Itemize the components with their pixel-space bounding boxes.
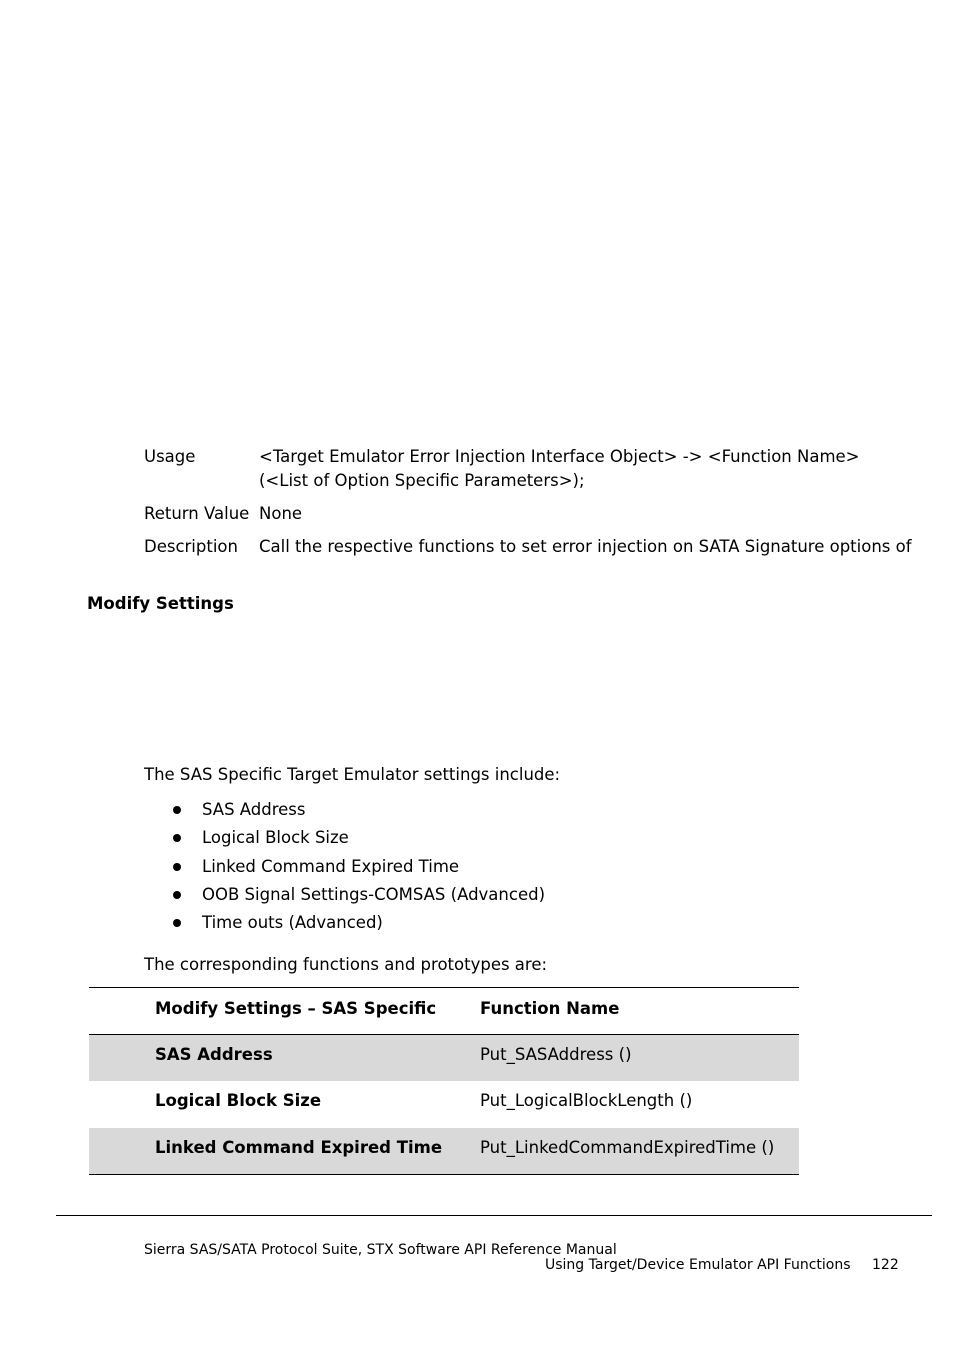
usage-line-2: (<List of Option Specific Parameters>); bbox=[259, 471, 585, 490]
usage-label: Usage bbox=[144, 447, 196, 466]
list-item-text: OOB Signal Settings-COMSAS (Advanced) bbox=[202, 884, 546, 904]
header-settings: Modify Settings – SAS Specific bbox=[155, 999, 437, 1018]
bullet-icon bbox=[173, 891, 181, 899]
row-setting: SAS Address bbox=[155, 1045, 273, 1064]
row-setting: Logical Block Size bbox=[155, 1091, 322, 1110]
footer-chapter: Using Target/Device Emulator API Functions bbox=[545, 1257, 851, 1273]
list-item bbox=[172, 798, 545, 826]
list-item-text: Logical Block Size bbox=[202, 828, 349, 848]
table-header-row bbox=[89, 988, 799, 1035]
list-item-text: Time outs (Advanced) bbox=[202, 913, 383, 933]
list-item bbox=[172, 911, 545, 939]
table-row bbox=[89, 1081, 799, 1128]
usage-line-1: <Target Emulator Error Injection Interface Object> -> <Function Name> bbox=[259, 447, 860, 466]
footer-rule bbox=[56, 1215, 932, 1216]
list-item bbox=[172, 826, 545, 854]
bullet-icon bbox=[173, 806, 181, 814]
intro-paragraph: The SAS Specific Target Emulator settings include: bbox=[144, 765, 561, 784]
footer-manual-title: Sierra SAS/SATA Protocol Suite, STX Software API Reference Manual bbox=[144, 1242, 617, 1258]
list-item-text: Linked Command Expired Time bbox=[202, 856, 460, 876]
return-value-label: Return Value bbox=[144, 504, 250, 523]
description-label: Description bbox=[144, 537, 238, 556]
bullet-icon bbox=[173, 834, 181, 842]
list-item bbox=[172, 855, 545, 883]
table-row bbox=[89, 1128, 799, 1174]
return-value: None bbox=[259, 504, 303, 523]
table-row bbox=[89, 1035, 799, 1081]
settings-bullet-list bbox=[172, 798, 545, 939]
bullet-icon bbox=[173, 863, 181, 871]
row-function: Put_SASAddress () bbox=[480, 1045, 632, 1064]
row-function: Put_LinkedCommandExpiredTime () bbox=[480, 1138, 775, 1157]
table-intro: The corresponding functions and prototypes are: bbox=[144, 955, 548, 974]
list-item-text: SAS Address bbox=[202, 800, 306, 819]
bullet-icon bbox=[173, 919, 181, 927]
list-item bbox=[172, 883, 545, 911]
section-heading: Modify Settings bbox=[87, 594, 234, 613]
header-function-name: Function Name bbox=[480, 999, 620, 1018]
description-value: Call the respective functions to set error injection on SATA Signature options of bbox=[259, 537, 912, 556]
row-setting: Linked Command Expired Time bbox=[155, 1138, 443, 1157]
page-number: 122 bbox=[872, 1257, 899, 1273]
row-function: Put_LogicalBlockLength () bbox=[480, 1091, 693, 1110]
table-bottom-rule bbox=[89, 1174, 799, 1175]
